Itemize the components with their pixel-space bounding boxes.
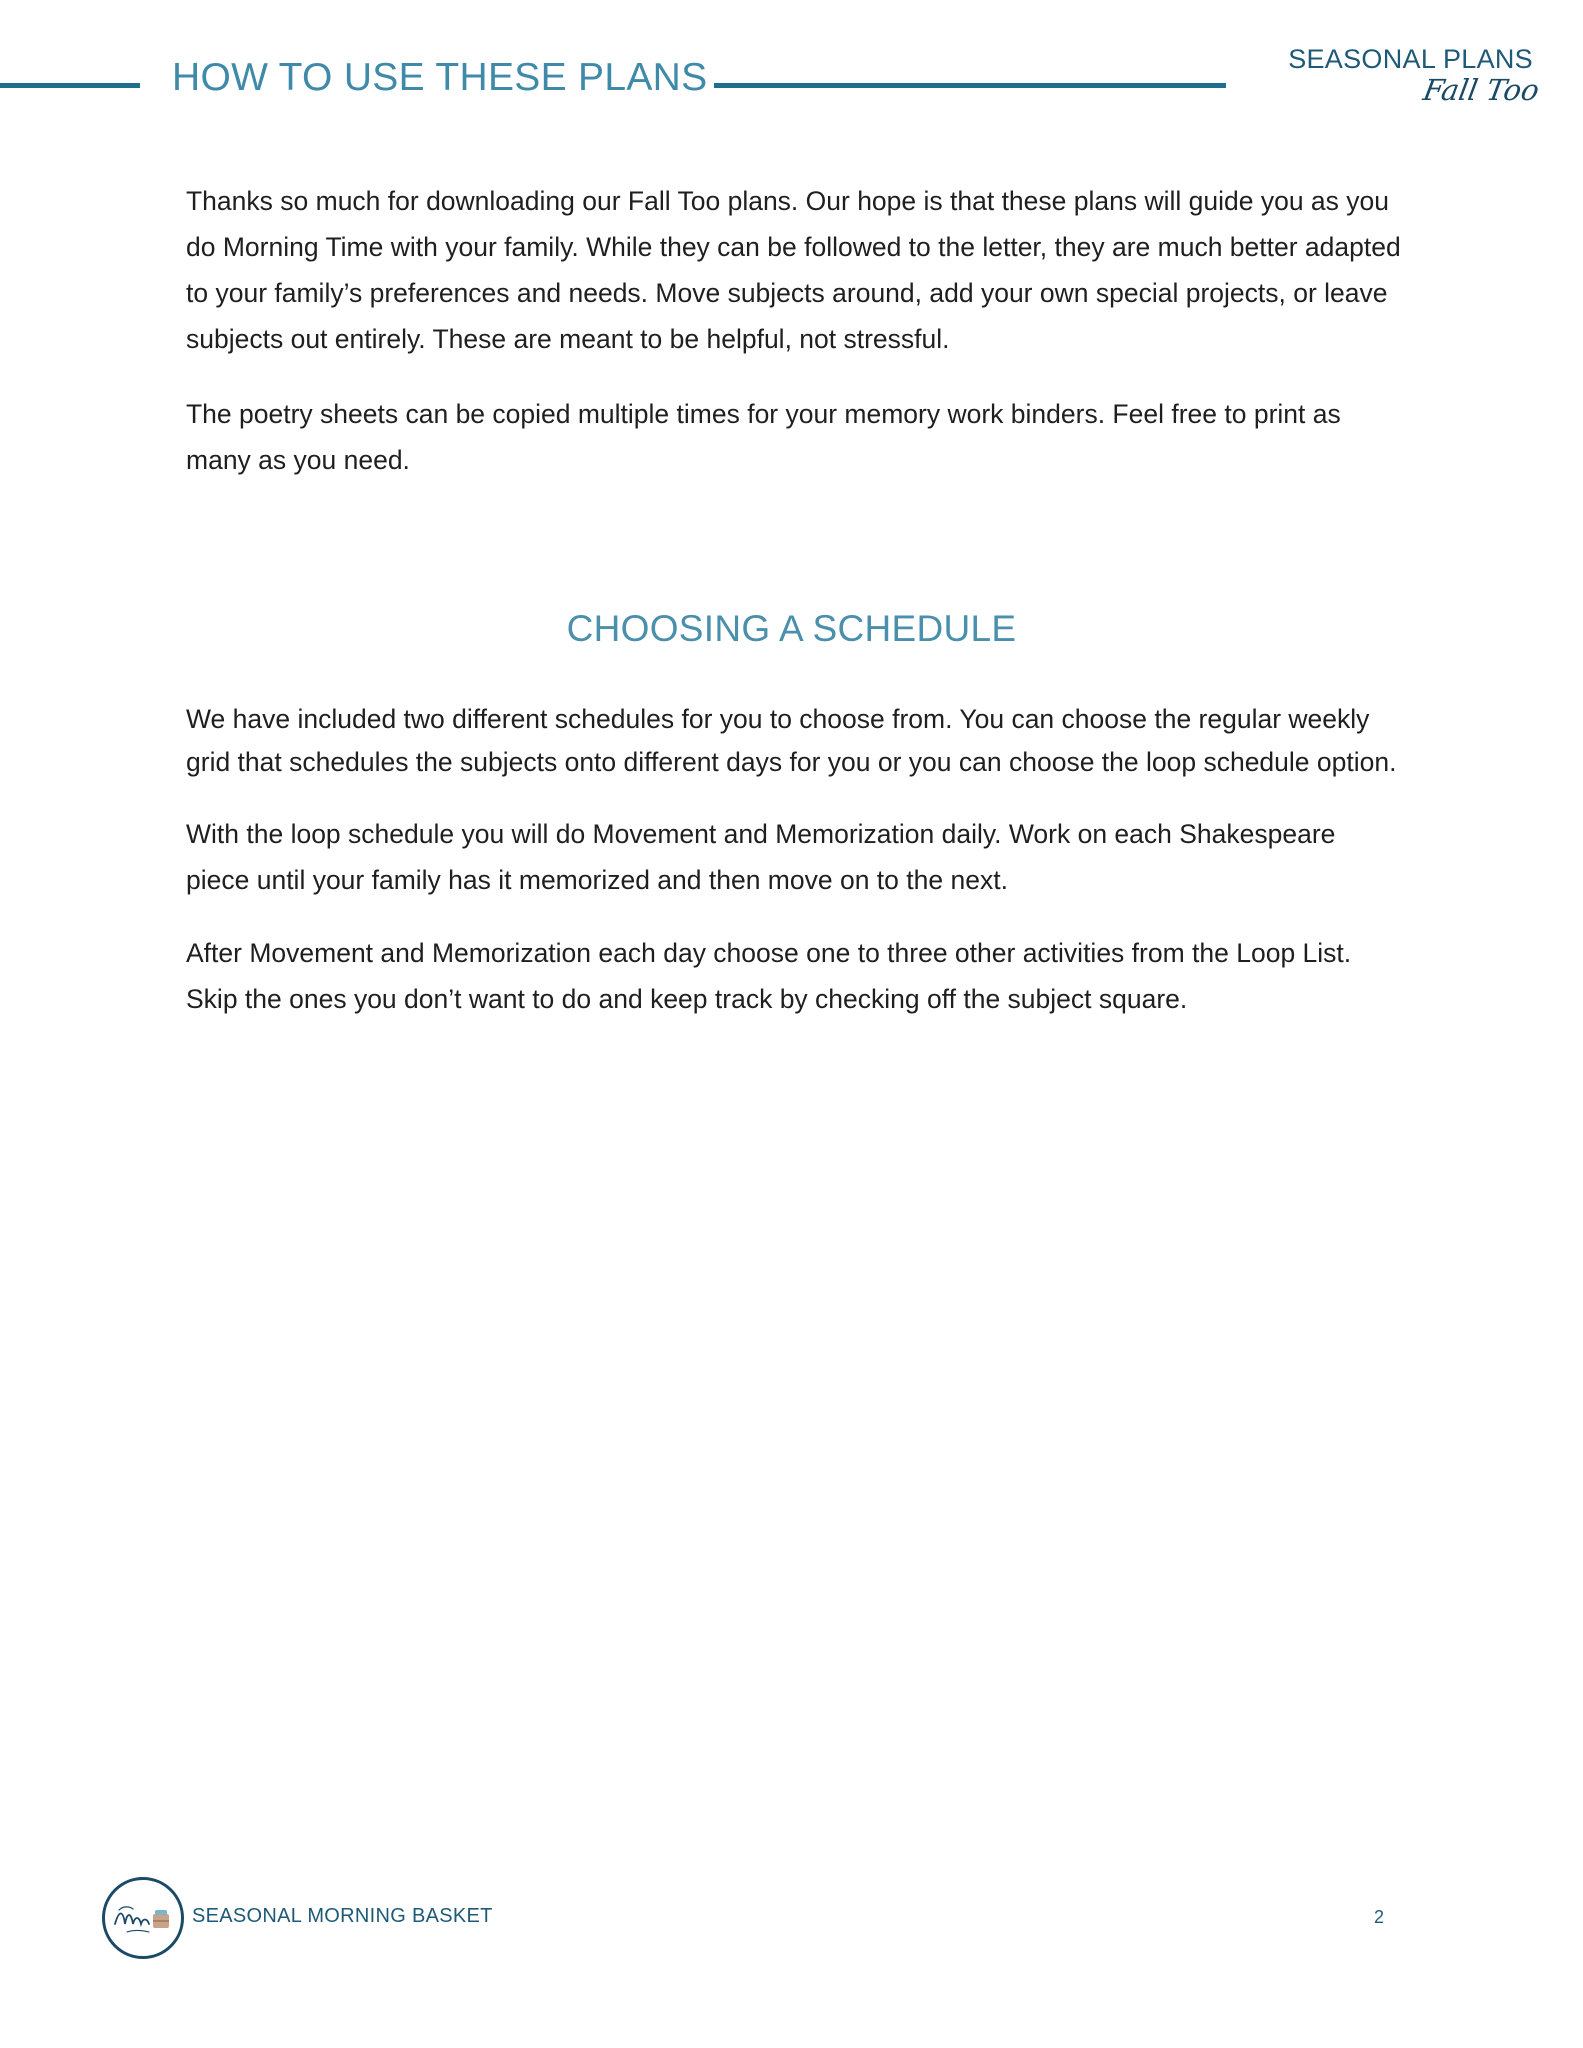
schedule-paragraph: With the loop schedule you will do Movement and Memorization daily. Work on each Shakespeare piece until your family has it memorized and then move on to the next. xyxy=(186,819,1336,895)
schedule-paragraph: We have included two different schedules for you to choose from. You can choose the regular weekly grid that schedules the subjects onto different days for you or you can choose the loop schedule option. xyxy=(186,704,1397,777)
intro-paragraph: Thanks so much for downloading our Fall Too plans. Our hope is that these plans will guide you as you do Morning Time with your family. While they can be followed to the letter, they are much better adapted to your family’s preferences and needs. Move subjects around, add your own special projects, or leave subjects out entirely. These are meant to be helpful, not stressful. xyxy=(186,186,1401,354)
section-heading: CHOOSING A SCHEDULE xyxy=(566,608,1017,649)
header-rule-left xyxy=(0,83,140,88)
series-subtitle: Fall Too xyxy=(1420,73,1542,107)
schedule-paragraph: After Movement and Memorization each day choose one to three other activities from the Loop List. Skip the ones you don’t want to do and keep track by checking off the subject square. xyxy=(186,938,1352,1014)
morning-basket-logo-icon xyxy=(102,1877,184,1959)
header-rule-right xyxy=(714,83,1226,88)
schedule-section xyxy=(186,698,1406,1022)
series-title: SEASONAL PLANS xyxy=(1288,44,1533,74)
footer-brand: SEASONAL MORNING BASKET xyxy=(192,1905,493,1927)
intro-paragraph: The poetry sheets can be copied multiple times for your memory work binders. Feel free to print as many as you need. xyxy=(186,399,1341,475)
intro-section xyxy=(186,178,1406,483)
page-title: HOW TO USE THESE PLANS xyxy=(172,56,708,99)
page-number: 2 xyxy=(1374,1907,1385,1927)
series-label xyxy=(1288,44,1542,107)
